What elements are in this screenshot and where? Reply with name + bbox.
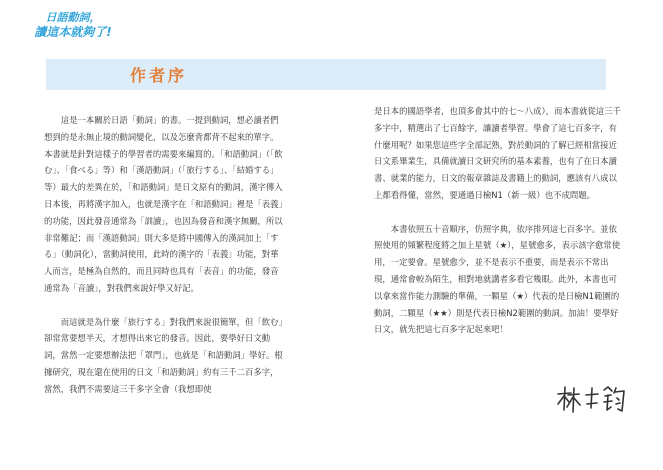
book-logo xyxy=(28,11,118,39)
logo-line-2: 讀這本就夠了! xyxy=(34,25,112,39)
right-column xyxy=(374,103,622,338)
right-paragraph-1: 是日本的國語學者，也頂多會其中的七～八成），而本書就從這三千多字中，精選出了七百餘字，讓讀者學習。學會了這七百多字，有什麼用呢？如果您這些字全部記熟，對於動詞的了解已經相當接近日文系畢業生，具備就讀日文研究所的基本素養，也有了在日本讀書、就業的能力，日文的報章雜誌及書籍上的動詞，應該有八成以上都看得懂，當然，要通過日檢N1（新一級）也不成問題。 xyxy=(374,106,622,200)
page-title: 作者序 xyxy=(130,66,188,85)
left-paragraph-1: 這是一本關於日語「動詞」的書。一提到動詞，想必讀者們想到的是永無止境的動詞變化，以及怎麼背都背不起來的單字。本書就是針對這樣子的學習者的需要來編寫的。「和語動詞」（「飲む」、「食べる」等）和「漢語動詞」（「旅行する」、「結婚する」等）最大的差異在於，「和語動詞」是日文原有的動詞，漢字傳入日本後，再將漢字加入，也就是漢字在「和語動詞」裡是「表義」的功能，因此發音通常為「訓讀」，也因為發音和漢字無關，所以非常難記；而「漢語動詞」則大多是將中國傳入的漢詞加上「する」（動詞化），當動詞使用，此時的漢字的「表義」功能，對華人而言，是極為自然的，而且同時也具有「表音」的功能，發音通常為「音讀」，對我們來說好學又好記。 xyxy=(44,115,283,293)
author-signature xyxy=(555,384,627,424)
page-gutter xyxy=(331,100,332,440)
right-paragraph-2: 本書依照五十音順序，仿照字典，依序排列這七百多字。並依照使用的頻繁程度將之加上星號（★），星號愈多，表示該字愈常使用，一定要會。星號愈少，並不是表示不重要，而是表示不常出現，通常會較為陌生，相對地就講者多看它幾眼。此外，本書也可以拿來當作能力測驗的準備，一顆星（★）代表的是日檢N1範圍的動詞，二顆星（★★）則是代表日檢N2範圍的動詞。加油！要學好日文，就先把這七百多字記起來吧！ xyxy=(374,223,621,335)
logo-line-1: 日語動詞， xyxy=(45,11,101,24)
left-column xyxy=(44,112,284,398)
left-paragraph-2: 而這就是為什麼「旅行する」對我們來說很簡單，但「飲む」卻常常要想半天，才想得出來它的發音。因此，要學好日文動詞，當然一定要想辦法把「罩門」，也就是「和語動詞」學好。根據研究，現在還在使用的日文「和語動詞」約有三千二百多字，當然，我們不需要這三千多字全會（我想即使 xyxy=(44,316,283,394)
